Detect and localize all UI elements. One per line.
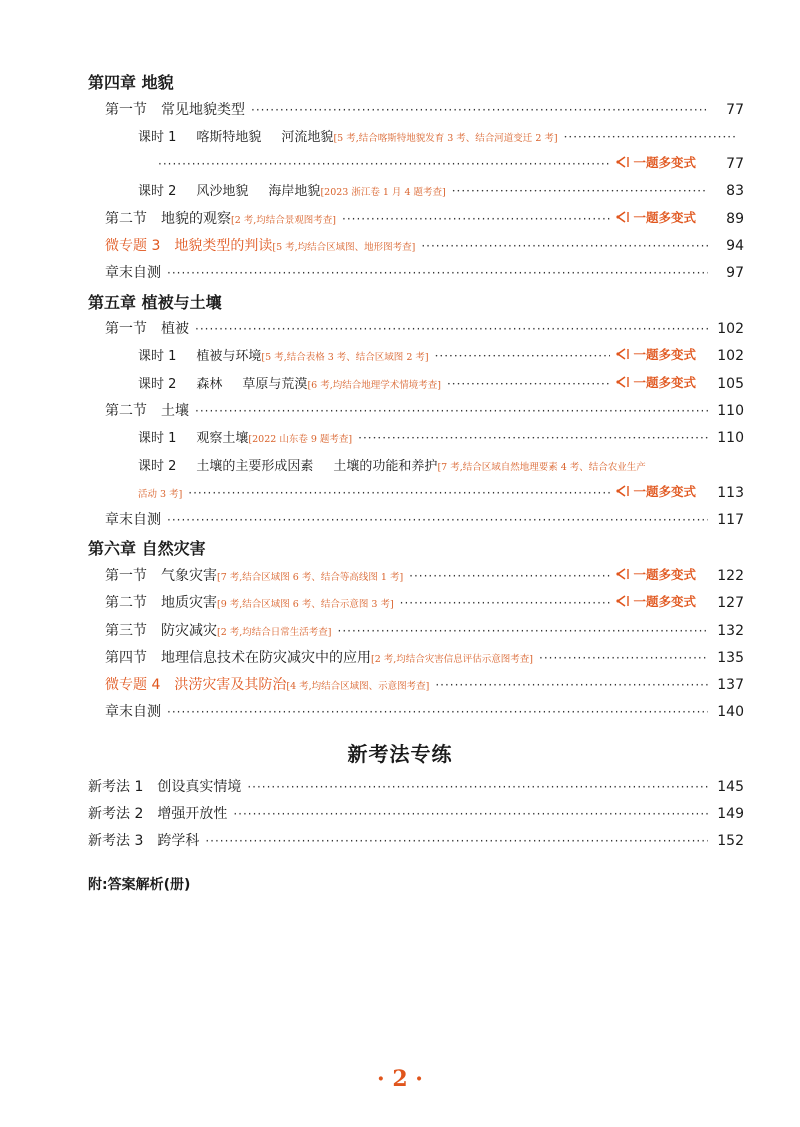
- toc-entry-continuation[interactable]: [88, 153, 744, 180]
- section-title: 防灾减灾: [161, 622, 217, 639]
- lesson-label: 课时 2: [138, 458, 177, 474]
- share-icon: [616, 485, 630, 497]
- lesson-title: 河流地貌: [281, 129, 334, 145]
- page-number: 102: [717, 348, 744, 365]
- page-number: 83: [726, 183, 744, 200]
- page-number: 77: [726, 156, 744, 173]
- exam-note: [5 考,均结合区域图、地形图考查]: [272, 241, 416, 253]
- toc-entry[interactable]: [88, 345, 744, 372]
- exam-note: [5 考,结合表格 3 考、结合区域图 2 考]: [261, 352, 429, 364]
- page-number: 110: [717, 402, 744, 419]
- section-label: 第二节: [105, 210, 147, 227]
- exam-note: [2 考,均结合日常生活考查]: [217, 626, 332, 638]
- share-icon: [616, 595, 630, 607]
- toc-entry[interactable]: [88, 803, 744, 823]
- method-title: 创设真实情境: [157, 779, 242, 795]
- dot-leader: [158, 157, 610, 171]
- page-number: 149: [717, 806, 744, 822]
- dot-leader: [452, 184, 708, 198]
- lesson-title: 森林: [196, 376, 223, 392]
- appendix-note: 附:答案解析(册): [88, 877, 191, 893]
- toc-entry[interactable]: [88, 208, 744, 235]
- variant-badge: 一题多变式: [616, 153, 696, 171]
- variant-badge: 一题多变式: [616, 565, 696, 583]
- chapter-title: 第四章 地貌: [88, 73, 174, 92]
- lesson-title: 土壤的主要形成因素: [196, 458, 314, 474]
- section-title: 常见地貌类型: [161, 101, 245, 118]
- section-label: 第二节: [105, 595, 147, 612]
- dot-leader: [435, 678, 708, 692]
- page-number: 89: [726, 210, 744, 227]
- toc-entry[interactable]: [88, 701, 744, 728]
- variant-badge: 一题多变式: [616, 373, 696, 391]
- review-title: 章末自测: [105, 512, 161, 529]
- toc-entry-continuation[interactable]: [88, 482, 744, 509]
- exam-note: [2 考,均结合景观图考查]: [231, 214, 336, 226]
- dot-leader: [421, 239, 708, 253]
- toc-entry[interactable]: [88, 400, 744, 427]
- page-number: 140: [717, 704, 744, 721]
- section-label: 第二节: [105, 402, 147, 419]
- variant-badge: 一题多变式: [616, 592, 696, 610]
- page-number: 77: [726, 101, 744, 118]
- dot-leader: [195, 404, 708, 418]
- table-of-contents: [88, 70, 744, 729]
- toc-entry[interactable]: [88, 373, 744, 400]
- exam-note: [4 考,均结合区域图、示意图考查]: [286, 681, 430, 693]
- variant-badge: 一题多变式: [616, 482, 696, 500]
- dot-leader: [338, 624, 709, 638]
- share-icon: [616, 211, 630, 223]
- dot-leader: [539, 651, 708, 665]
- share-icon: [616, 156, 630, 168]
- lesson-label: 课时 1: [138, 129, 177, 145]
- exam-note: [7 考,结合区域自然地理要素 4 考、结合农业生产: [437, 461, 646, 473]
- chapter-5-heading: [88, 290, 744, 319]
- toc-entry[interactable]: [88, 565, 744, 592]
- variant-badge: 一题多变式: [616, 208, 696, 226]
- section-title: 地理信息技术在防灾减灾中的应用: [161, 649, 371, 666]
- lesson-title: 植被与环境: [196, 349, 262, 365]
- page-number: 145: [717, 779, 744, 795]
- chapter-title: 第五章 植被与土壤: [88, 292, 222, 312]
- chapter-6-heading: [88, 536, 744, 565]
- exam-note: [2023 浙江卷 1 月 4 题考查]: [320, 187, 446, 199]
- dot-leader: [247, 780, 708, 794]
- toc-entry[interactable]: [88, 455, 744, 482]
- section-title: 地质灾害: [161, 595, 217, 612]
- toc-entry[interactable]: [88, 620, 744, 647]
- chapter-4-heading: [88, 70, 744, 99]
- toc-entry[interactable]: [88, 830, 744, 850]
- topic-title: 地貌类型的判读: [174, 237, 273, 254]
- lesson-title: 海岸地貌: [268, 184, 321, 200]
- new-methods-heading: 新考法专练: [347, 742, 453, 766]
- method-title: 增强开放性: [157, 806, 228, 822]
- chapter-title: 第六章 自然灾害: [88, 539, 206, 559]
- topic-label: 微专题 3: [105, 237, 161, 254]
- method-title: 跨学科: [157, 833, 200, 849]
- lesson-title: 喀斯特地貌: [196, 129, 262, 145]
- page-number: 122: [717, 567, 744, 584]
- section-label: 第一节: [105, 321, 147, 338]
- lesson-title: 观察土壤: [196, 431, 249, 447]
- method-label: 新考法 1: [88, 779, 144, 795]
- exam-note: 活动 3 考]: [138, 488, 183, 500]
- toc-entry[interactable]: [88, 674, 744, 701]
- exam-note: [7 考,结合区域图 6 考、结合等高线图 1 考]: [217, 571, 404, 583]
- toc-entry[interactable]: [88, 262, 744, 289]
- page-number: 137: [717, 677, 744, 694]
- dot-leader: [167, 705, 708, 719]
- method-label: 新考法 3: [88, 833, 144, 849]
- dot-leader: [188, 486, 610, 500]
- section-label: 第一节: [105, 567, 147, 584]
- exam-note: [9 考,结合区域图 6 考、结合示意图 3 考]: [217, 599, 394, 611]
- section-label: 第一节: [105, 101, 147, 118]
- topic-label: 微专题 4: [105, 677, 161, 694]
- toc-entry[interactable]: [88, 776, 744, 796]
- method-label: 新考法 2: [88, 806, 144, 822]
- section-title: 气象灾害: [161, 567, 217, 584]
- toc-entry[interactable]: [88, 99, 744, 126]
- dot-leader: [447, 377, 611, 391]
- dot-leader: [400, 596, 611, 610]
- lesson-label: 课时 1: [138, 431, 177, 447]
- topic-title: 洪涝灾害及其防治: [174, 677, 287, 694]
- share-icon: [616, 376, 630, 388]
- page-number: 97: [726, 265, 744, 282]
- review-title: 章末自测: [105, 265, 161, 282]
- dot-leader: [342, 212, 610, 226]
- dot-leader: [167, 266, 708, 280]
- toc-entry[interactable]: [88, 427, 744, 454]
- dot-leader: [251, 103, 708, 117]
- toc-entry[interactable]: [88, 509, 744, 536]
- section-title: 植被: [161, 321, 189, 338]
- page-number: 117: [717, 512, 744, 529]
- page-number: 110: [717, 430, 744, 447]
- toc-entry[interactable]: [88, 318, 744, 345]
- variant-badge: 一题多变式: [616, 345, 696, 363]
- lesson-title: 土壤的功能和养护: [333, 458, 438, 474]
- exam-note: [6 考,均结合地理学术情境考查]: [307, 379, 441, 391]
- share-icon: [616, 568, 630, 580]
- section-label: 第四节: [105, 649, 147, 666]
- exam-note: [2022 山东卷 9 题考查]: [248, 434, 353, 446]
- page-number: 127: [717, 595, 744, 612]
- toc-entry[interactable]: [88, 592, 744, 619]
- page-number: 132: [717, 622, 744, 639]
- page-number: 152: [717, 833, 744, 849]
- page-number: 113: [717, 484, 744, 501]
- exam-note: [5 考,结合喀斯特地貌发育 3 考、结合河道变迁 2 考]: [333, 132, 558, 144]
- lesson-label: 课时 2: [138, 184, 177, 200]
- toc-entry[interactable]: [88, 126, 744, 153]
- dot-leader: [233, 807, 708, 821]
- page-number: 135: [717, 649, 744, 666]
- exam-note: [2 考,均结合灾害信息评估示意图考查]: [371, 653, 533, 665]
- page-footer-number: · 2 ·: [377, 1066, 423, 1092]
- page-number: 94: [726, 237, 744, 254]
- dot-leader: [167, 513, 708, 527]
- lesson-title: 风沙地貌: [196, 184, 249, 200]
- dot-leader: [195, 322, 708, 336]
- toc-entry[interactable]: [88, 647, 744, 674]
- page-number: 105: [717, 375, 744, 392]
- review-title: 章末自测: [105, 704, 161, 721]
- lesson-title: 草原与荒漠: [242, 376, 308, 392]
- dot-leader: [435, 349, 611, 363]
- share-icon: [616, 348, 630, 360]
- section-title: 土壤: [161, 402, 189, 419]
- lesson-label: 课时 1: [138, 349, 177, 365]
- dot-leader: [358, 431, 708, 445]
- dot-leader: [564, 130, 738, 144]
- dot-leader: [205, 834, 708, 848]
- section-label: 第三节: [105, 622, 147, 639]
- lesson-label: 课时 2: [138, 376, 177, 392]
- page-number: 102: [717, 321, 744, 338]
- dot-leader: [409, 569, 610, 583]
- toc-entry[interactable]: [88, 180, 744, 207]
- section-title: 地貌的观察: [161, 210, 231, 227]
- toc-entry[interactable]: [88, 235, 744, 262]
